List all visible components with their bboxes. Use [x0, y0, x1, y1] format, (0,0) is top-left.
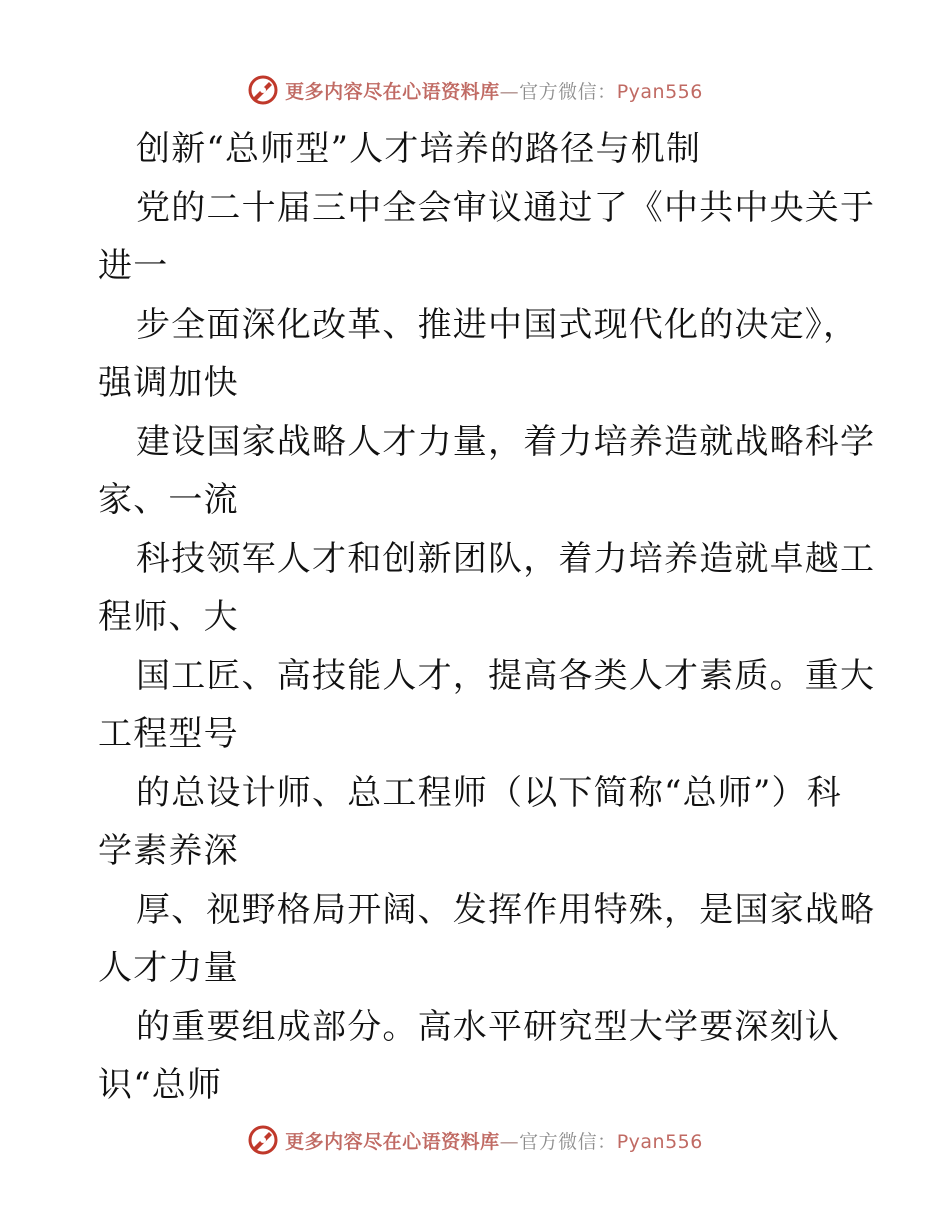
- pen-logo-icon: [247, 74, 279, 106]
- paragraph-line: 工程型号: [98, 714, 239, 754]
- header-brand-text: 更多内容尽在心语资料库: [285, 80, 500, 103]
- document-body: [98, 120, 876, 1115]
- pen-logo-icon: [247, 1124, 279, 1156]
- footer-brand-text: 更多内容尽在心语资料库: [285, 1130, 500, 1153]
- paragraph-line: 建设国家战略人才力量，着力培养造就战略科学: [136, 421, 876, 462]
- header-banner-text: [285, 77, 703, 104]
- footer-banner-content: [247, 1124, 703, 1156]
- paragraph-line: 国工匠、高技能人才，提高各类人才素质。重大: [136, 655, 876, 696]
- header-wechat-id: Pyan556: [616, 80, 703, 103]
- header-banner-content: [247, 74, 703, 106]
- paragraph-line: 进一: [98, 246, 169, 286]
- footer-banner-text: [285, 1127, 703, 1154]
- paragraph-line: 学素养深: [98, 831, 239, 871]
- footer-wechat-id: Pyan556: [616, 1130, 703, 1153]
- paragraph-line: 程师、大: [98, 597, 239, 637]
- paragraph-line: 的总设计师、总工程师（以下简称“总师”）科: [136, 772, 842, 813]
- paragraph-line: 步全面深化改革、推进中国式现代化的决定》，: [136, 304, 859, 345]
- header-wechat-label: 官方微信：: [519, 80, 617, 103]
- footer-wechat-label: 官方微信：: [519, 1130, 617, 1153]
- paragraph-line: 的重要组成部分。高水平研究型大学要深刻认: [136, 1006, 840, 1047]
- paragraph-line: 党的二十届三中全会审议通过了《中共中央关于: [136, 187, 876, 228]
- header-dash: —: [499, 80, 520, 103]
- paragraph-line: 人才力量: [98, 948, 239, 988]
- paragraph-line: 厚、视野格局开阔、发挥作用特殊，是国家战略: [136, 889, 876, 930]
- paragraph-line: 科技领军人才和创新团队，着力培养造就卓越工: [136, 538, 876, 579]
- paragraph-line: 强调加快: [98, 363, 239, 403]
- footer-watermark-banner: [0, 1122, 950, 1158]
- header-watermark-banner: [0, 72, 950, 108]
- paragraph-line: 识“总师: [98, 1065, 223, 1105]
- paragraph-line: 家、一流: [98, 480, 239, 520]
- footer-dash: —: [499, 1130, 520, 1153]
- document-title: 创新“总师型”人才培养的路径与机制: [136, 129, 702, 169]
